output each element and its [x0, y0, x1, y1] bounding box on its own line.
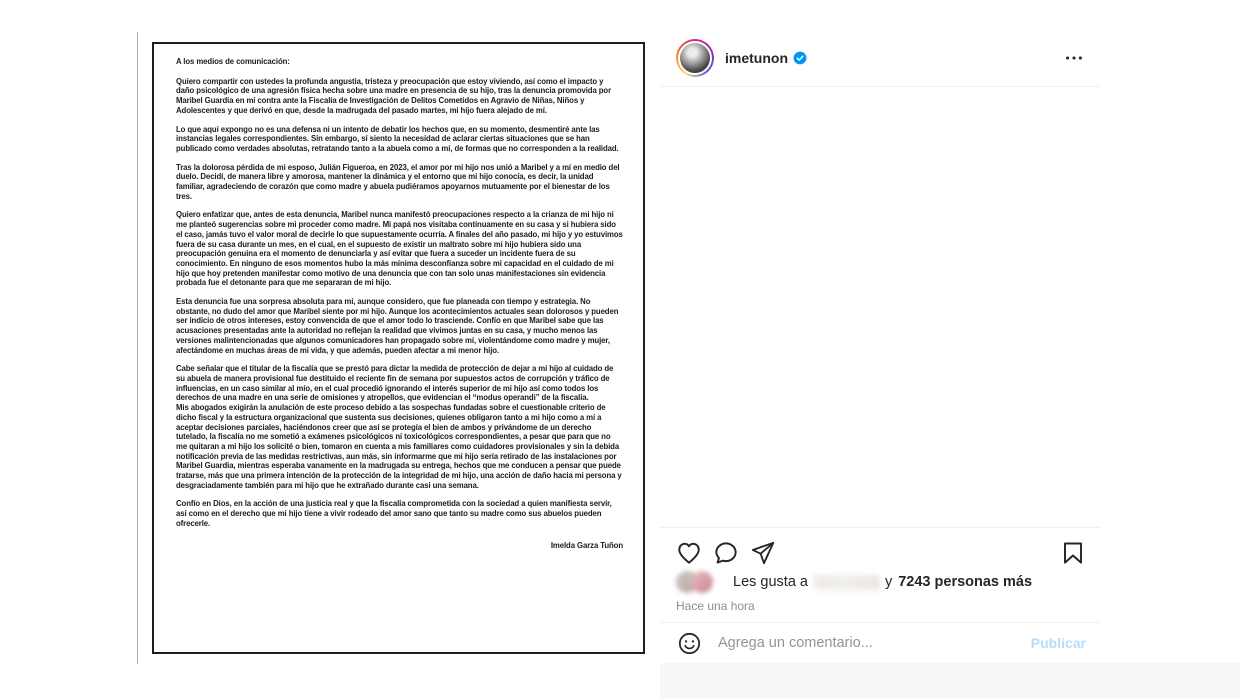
ellipsis-icon	[1063, 47, 1085, 69]
post-media-area[interactable]	[137, 30, 661, 666]
media-left-edge	[137, 32, 138, 664]
post-header	[660, 32, 1100, 84]
comment-input[interactable]	[716, 634, 1031, 652]
avatar-photo	[678, 41, 712, 75]
avatar[interactable]	[676, 39, 714, 77]
letter-title: A los medios de comunicación:	[176, 57, 290, 66]
likes-prefix: Les gusta a	[733, 574, 808, 590]
post-timestamp: Hace una hora	[676, 599, 755, 613]
letter-paragraph: Quiero compartir con ustedes la profunda angustia, tristeza y preocupación que estoy viviendo, así como el impacto y daño psicológico de una agresión física hecha sobre una madre en presencia de su hijo, tras la denuncia promovida por Maribel Guardia en mi contra ante la Fiscalía de Investigación de Delitos Cometidos en Agravio de Niñas, Niños y Adolescentes y que derivó en que, desde la madrugada del pasado martes, mi hijo fuera alejado de mí.	[176, 76, 612, 115]
letter-paragraph: Esta denuncia fue una sorpresa absoluta para mí, aunque considero, que fue planeada con tiempo y estrategia. No obstante, no dudo del amor que Maribel siente por mi hijo. Aunque los acontecimientos actuales sean dolorosos y pueden ser indicio de otros intereses, estoy convencida de que el amor todo lo trasciende. Confío en que Maribel sabe que las acusaciones presentadas ante la autoridad no reflejan la realidad que vivimos juntas en su casa, y mucho menos las versiones malintencionadas que algunos comunicadores han propagado sobre mí, violentándome como madre y mujer, afectándome en muchas áreas de mi vida, y que además, pueden afectar a mi menor hijo.	[176, 297, 619, 355]
comment-bar	[660, 623, 1100, 663]
action-bar	[660, 536, 1100, 570]
letter-paragraph: Tras la dolorosa pérdida de mi esposo, Julián Figueroa, en 2023, el amor por mi hijo nos unió a Maribel y a mí en medio del duelo. Decidí, de manera libre y amorosa, mantener la dinámica y el entorno que mi hijo conocía, es decir, la unidad familiar, agradeciendo de corazón que como madre y abuela pudiéramos apoyarnos mutuamente por el bienestar de los tres.	[176, 162, 620, 201]
more-options-button[interactable]	[1062, 46, 1086, 70]
post-panel	[660, 0, 1100, 698]
share-icon[interactable]	[750, 540, 776, 566]
verified-badge-icon	[793, 51, 807, 65]
letter-paragraph: Confío en Dios, en la acción de una justicia real y que la fiscalía comprometida con la sociedad a quien manifiesta servir, así como en el derecho que mi hijo tiene a vivir rodeado del amor sano que tanto su madre como sus abuelos pueden ofrecerle.	[176, 499, 612, 528]
letter-body	[176, 77, 623, 529]
likes-count-link[interactable]: 7243 personas más	[898, 574, 1033, 590]
letter-paragraph: Cabe señalar que el titular de la fiscalía que se prestó para dictar la medida de protección de dejar a mi hijo al cuidado de su abuela de manera provisional fue destituido el reciente fin de semana por supuestos actos de corrupción y tráfico de influencias, en un caso similar al mío, en el cual procedió ignorando el interés superior de mi hijo así como todos los derechos de una madre en una serie de omisiones y atropellos, que evidencian el “modus operandi” de la fiscalía.	[176, 364, 614, 403]
liker-name-blurred	[814, 575, 880, 590]
publish-button[interactable]: Publicar	[1030, 635, 1086, 651]
likes-connector: y	[884, 574, 893, 590]
likes-summary	[660, 570, 1100, 594]
letter-signature: Imelda Garza Tuñon	[550, 540, 623, 550]
letter-document	[152, 42, 645, 654]
likers-avatars	[676, 571, 724, 593]
header-divider	[660, 86, 1100, 87]
bookmark-icon[interactable]	[1060, 540, 1086, 566]
actions-divider	[660, 527, 1100, 528]
letter-paragraph: Quiero enfatizar que, antes de esta denuncia, Maribel nunca manifestó preocupaciones respecto a la crianza de mi hijo ni me planteó sugerencias sobre mi proceder como madre. Mi papá nos visitaba continuamente en su casa y si hubiera sido el caso, jamás tuvo el valor moral de decirle lo que supuestamente ocurría. A finales del año pasado, mi hijo y yo estuvimos fuera de su casa durante un mes, en el cual, en el supuesto de existir un maltrato sobre mi hijo hubiera sido una preocupación genuina era el momento de denunciarla y así evitar que fuera a suceder un incidente fuera de su conocimiento. En ninguno de esos momentos hubo la más mínima desconfianza sobre mi capacidad en el cuidado de mi hijo que hoy pretenden manifestar como motivo de una denuncia que con tan solo unas manifestaciones sin evidencia probada fue el detonante para que me separaran de mi hijo.	[176, 210, 623, 288]
emoji-icon[interactable]	[677, 631, 702, 656]
comment-icon[interactable]	[713, 540, 739, 566]
letter-paragraph: Lo que aquí expongo no es una defensa ni un intento de debatir los hechos que, en su momento, desmentiré ante las instancias legales correspondientes. Sin embargo, sí siento la necesidad de aclarar ciertas situaciones que se han publicado como verdades absolutas, retratando tanto a la abuela como a mí, de formas que no corresponden a la realidad.	[176, 124, 619, 153]
panel-bottom-strip	[660, 663, 1240, 698]
letter-paragraph: Mis abogados exigirán la anulación de este proceso debido a las sospechas fundadas sobre el cuestionable criterio de dicho fiscal y la estructura organizacional que sustenta sus decisiones, quienes obligaron tanto a mi hijo como a mí a aceptar decisiones parciales, haciéndonos creer que así se protegía el bien de ambos y privándome de un derecho tutelado, la fiscalía no me sometió a exámenes psicológicos ni toxicológicos correspondientes, a pesar que para que no me quitaran a mi hijo los solicité o bien, tomaron en cuenta a mis familiares como cuidadores provisionales y sin la debida notificación previa de las medidas restrictivas, aun más, sin informarme que mi hijo sería retirado de las instalaciones por Maribel Guardia, mientras esperaba vanamente en la madrugada su entrega, hechos que me conducen a pensar que puede tratarse, más que una primera intención de la protección de la integridad de mi hijo, una acción de daño hacia mi persona y desgraciadamente también para mi hijo que he extrañado durante casi una semana.	[176, 403, 622, 490]
username-link[interactable]: imetunon	[725, 50, 788, 66]
heart-icon[interactable]	[676, 540, 702, 566]
